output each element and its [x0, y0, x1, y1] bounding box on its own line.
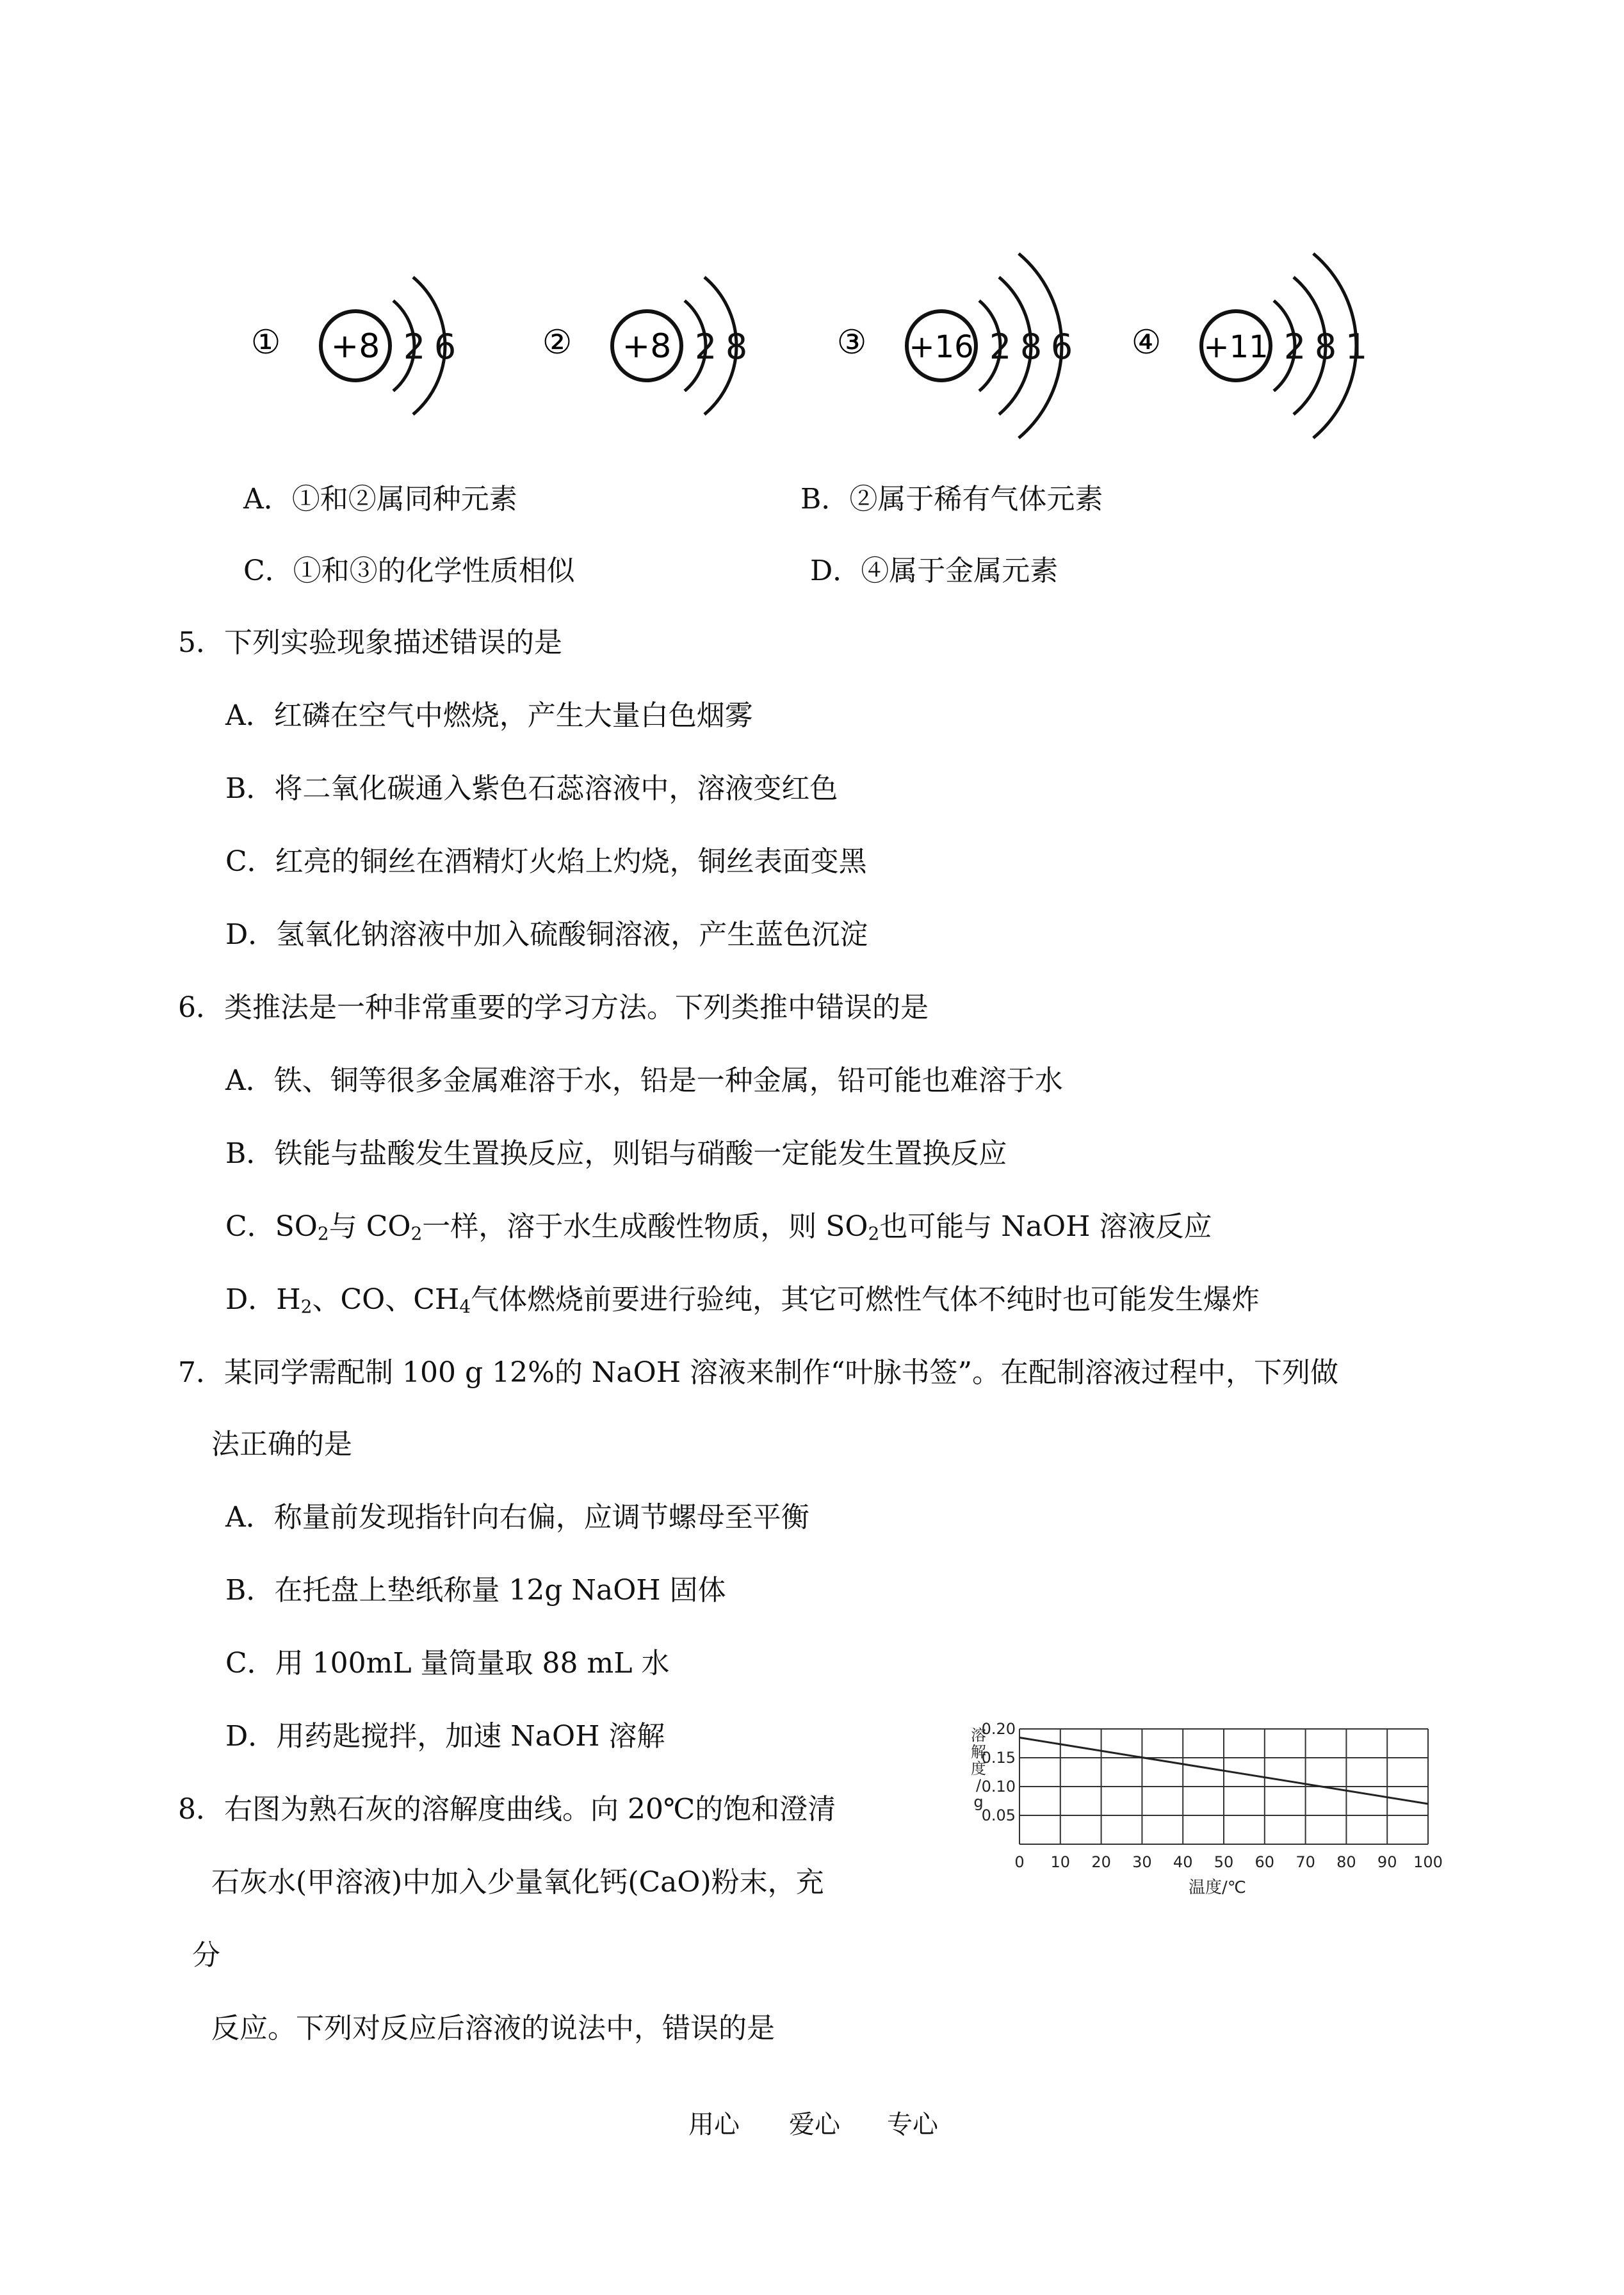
x-tick-label: 30 — [1132, 1853, 1152, 1871]
x-tick-label: 100 — [1413, 1853, 1443, 1871]
atom-label: ③ — [836, 323, 867, 362]
footer-text-2: 爱心 — [789, 2110, 840, 2139]
x-tick-label: 50 — [1214, 1853, 1234, 1871]
x-tick-label: 90 — [1377, 1853, 1397, 1871]
electron-count: 1 — [1345, 327, 1368, 367]
q5-stem: 5．下列实验现象描述错误的是 — [178, 626, 562, 659]
y-tick-label: 0.20 — [981, 1720, 1016, 1738]
electron-count: 2 — [989, 327, 1012, 367]
electron-count: 8 — [1314, 327, 1337, 367]
q6-option-a: A．铁、铜等很多金属难溶于水，铅是一种金属，铅可能也难溶于水 — [225, 1064, 1063, 1097]
q6-option-b: B．铁能与盐酸发生置换反应，则铝与硝酸一定能发生置换反应 — [225, 1137, 1007, 1170]
electron-count: 6 — [1050, 327, 1073, 367]
x-tick-label: 70 — [1295, 1853, 1315, 1871]
x-tick-label: 40 — [1173, 1853, 1193, 1871]
footer-text-1: 用心 — [688, 2110, 740, 2139]
atom-label: ① — [250, 323, 281, 362]
q4-option-a: A．①和②属同种元素 — [243, 483, 517, 515]
q4-option-c: C．①和③的化学性质相似 — [243, 555, 575, 587]
electron-count: 8 — [725, 327, 748, 367]
y-tick-label: 0.15 — [981, 1749, 1016, 1767]
x-tick-label: 80 — [1336, 1853, 1356, 1871]
q5-option-b: B．将二氧化碳通入紫色石蕊溶液中，溶液变红色 — [225, 772, 838, 805]
q7-option-d: D．用药匙搅拌，加速 NaOH 溶解 — [225, 1720, 665, 1753]
q7-option-c: C．用 100mL 量筒量取 88 mL 水 — [225, 1647, 670, 1680]
q7-stem-line2: 法正确的是 — [211, 1428, 352, 1461]
solubility-chart — [961, 1716, 1447, 1908]
q8-stem-line1: 8．右图为熟石灰的溶解度曲线。向 20℃的饱和澄清 — [178, 1793, 836, 1826]
q8-stem-line2: 石灰水(甲溶液)中加入少量氧化钙(CaO)粉末，充 — [211, 1866, 824, 1899]
q7-option-a: A．称量前发现指针向右偏，应调节螺母至平衡 — [225, 1501, 809, 1534]
x-axis-label: 温度/℃ — [1189, 1878, 1246, 1897]
electron-count: 8 — [1019, 327, 1043, 367]
electron-count: 2 — [694, 327, 717, 367]
y-axis-label: 溶解度/ g — [971, 1726, 986, 1811]
electron-count: 6 — [434, 327, 457, 367]
atom-nucleus-charge: +11 — [1203, 329, 1269, 365]
x-tick-label: 10 — [1050, 1853, 1071, 1871]
q4-option-b: B．②属于稀有气体元素 — [800, 483, 1103, 515]
q8-stem-line4: 反应。下列对反应后溶液的说法中，错误的是 — [211, 2012, 775, 2045]
q4-option-d: D．④属于金属元素 — [810, 555, 1059, 587]
x-tick-label: 20 — [1091, 1853, 1111, 1871]
y-tick-label: 0.05 — [981, 1806, 1016, 1824]
electron-count: 2 — [1283, 327, 1306, 367]
q6-stem: 6．类推法是一种非常重要的学习方法。下列类推中错误的是 — [178, 991, 929, 1024]
electron-count: 2 — [403, 327, 426, 367]
q6-option-d: D．$H_2$、CO、$CH_4$气体燃烧前要进行验纯，其它可燃性气体不纯时也可能发生爆炸 — [225, 1283, 1260, 1317]
q7-option-b: B．在托盘上垫纸称量 12g NaOH 固体 — [225, 1574, 726, 1607]
atom-nucleus-charge: +8 — [622, 327, 672, 366]
q5-option-d: D．氢氧化钠溶液中加入硫酸铜溶液，产生蓝色沉淀 — [225, 918, 868, 951]
atom-nucleus-charge: +8 — [330, 327, 380, 366]
q8-stem-line3: 分 — [192, 1939, 220, 1972]
x-tick-label: 0 — [1014, 1853, 1025, 1871]
y-tick-label: 0.10 — [981, 1778, 1016, 1796]
q5-option-c: C．红亮的铜丝在酒精灯火焰上灼烧，铜丝表面变黑 — [225, 845, 867, 878]
q7-stem-line1: 7．某同学需配制 100 g 12%的 NaOH 溶液来制作“叶脉书签”。在配制溶液过程中，下列做 — [178, 1356, 1339, 1389]
q6-option-c: C．$SO_2$与 $CO_2$一样，溶于水生成酸性物质，则 $SO_2$也可能与 NaOH 溶液反应 — [225, 1210, 1212, 1244]
atom-structure-diagrams — [0, 0, 1624, 461]
q5-option-a: A．红磷在空气中燃烧，产生大量白色烟雾 — [225, 699, 753, 732]
atom-label: ④ — [1131, 323, 1162, 362]
atom-label: ② — [542, 323, 572, 362]
x-tick-label: 60 — [1255, 1853, 1275, 1871]
atom-nucleus-charge: +16 — [909, 329, 974, 365]
footer-text-3: 专心 — [887, 2110, 938, 2139]
